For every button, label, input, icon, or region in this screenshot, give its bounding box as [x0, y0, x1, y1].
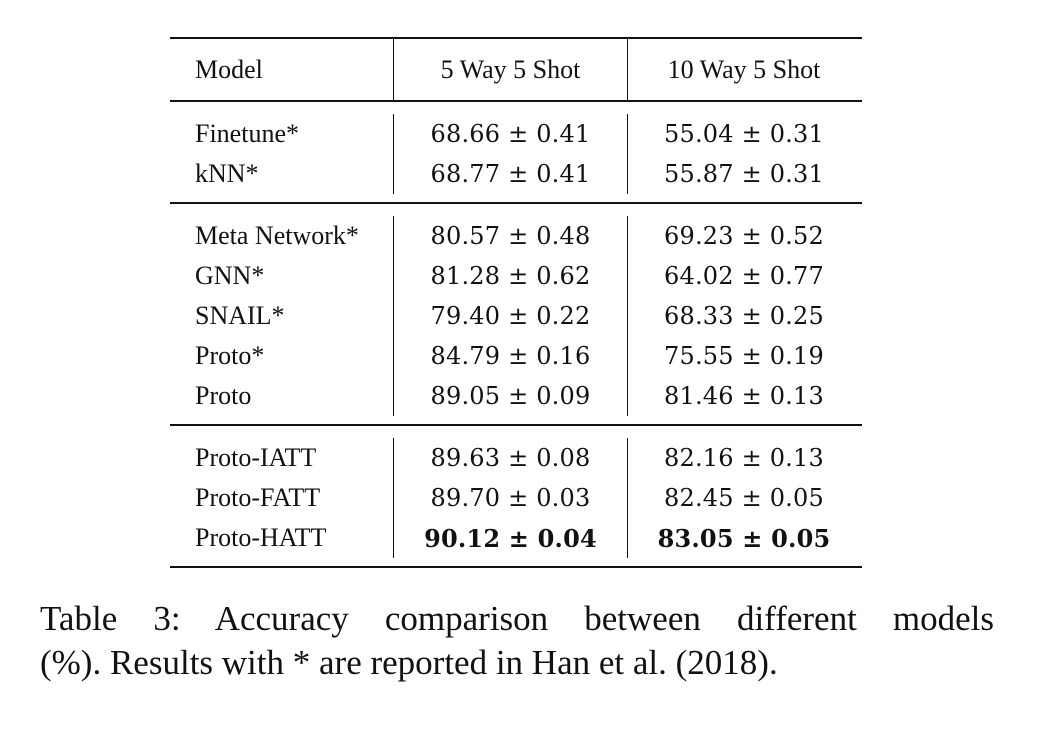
table-row	[170, 518, 862, 558]
table-row	[170, 114, 862, 154]
table-header-row	[170, 39, 862, 100]
table-row	[170, 478, 862, 518]
model-name-cell: Meta Network*	[170, 216, 394, 256]
model-name-cell: Proto	[170, 376, 394, 416]
header-10-way-5-shot: 10 Way 5 Shot	[667, 54, 821, 84]
results-table	[170, 37, 862, 568]
model-name-cell: kNN*	[170, 154, 394, 194]
table-body	[170, 102, 862, 566]
header-model: Model	[170, 39, 394, 100]
score-10-way-cell: 82.45 ± 0.05	[664, 484, 824, 512]
score-5-way-cell: 68.77 ± 0.41	[394, 154, 628, 194]
score-5-way-cell: 81.28 ± 0.62	[394, 256, 628, 296]
table-row	[170, 256, 862, 296]
score-5-way-cell: 89.63 ± 0.08	[394, 438, 628, 478]
table-group	[170, 102, 862, 202]
score-5-way-cell: 68.66 ± 0.41	[394, 114, 628, 154]
table-row	[170, 296, 862, 336]
score-10-way-cell: 83.05 ± 0.05	[657, 523, 831, 553]
score-10-way-cell: 64.02 ± 0.77	[664, 262, 824, 290]
caption-line-2: (%). Results with * are reported in Han et al. (2018).	[40, 643, 778, 682]
score-10-way-cell: 69.23 ± 0.52	[664, 222, 824, 250]
score-5-way-cell: 89.70 ± 0.03	[394, 478, 628, 518]
score-10-way-cell: 68.33 ± 0.25	[664, 302, 824, 330]
table-group	[170, 204, 862, 424]
table-row	[170, 336, 862, 376]
table-row	[170, 154, 862, 194]
model-name-cell: Proto*	[170, 336, 394, 376]
score-10-way-cell: 55.87 ± 0.31	[664, 160, 824, 188]
model-name-cell: SNAIL*	[170, 296, 394, 336]
table-group	[170, 426, 862, 566]
score-5-way-cell: 84.79 ± 0.16	[394, 336, 628, 376]
score-5-way-cell: 80.57 ± 0.48	[394, 216, 628, 256]
score-10-way-cell: 55.04 ± 0.31	[664, 120, 824, 148]
model-name-cell: Proto-HATT	[170, 518, 394, 558]
score-5-way-cell: 90.12 ± 0.04	[394, 518, 628, 558]
score-10-way-cell: 81.46 ± 0.13	[664, 382, 824, 410]
model-name-cell: Proto-IATT	[170, 438, 394, 478]
model-name-cell: Finetune*	[170, 114, 394, 154]
header-5-way-5-shot: 5 Way 5 Shot	[394, 39, 628, 100]
score-5-way-cell: 79.40 ± 0.22	[394, 296, 628, 336]
score-5-way-cell: 89.05 ± 0.09	[394, 376, 628, 416]
table-bottom-rule	[170, 566, 862, 568]
table-row	[170, 216, 862, 256]
model-name-cell: Proto-FATT	[170, 478, 394, 518]
table-row	[170, 438, 862, 478]
table-row	[170, 376, 862, 416]
score-10-way-cell: 75.55 ± 0.19	[664, 342, 824, 370]
model-name-cell: GNN*	[170, 256, 394, 296]
score-10-way-cell: 82.16 ± 0.13	[664, 444, 824, 472]
caption-line-1: Table 3: Accuracy comparison between different models	[40, 599, 994, 638]
table-caption	[40, 597, 994, 685]
